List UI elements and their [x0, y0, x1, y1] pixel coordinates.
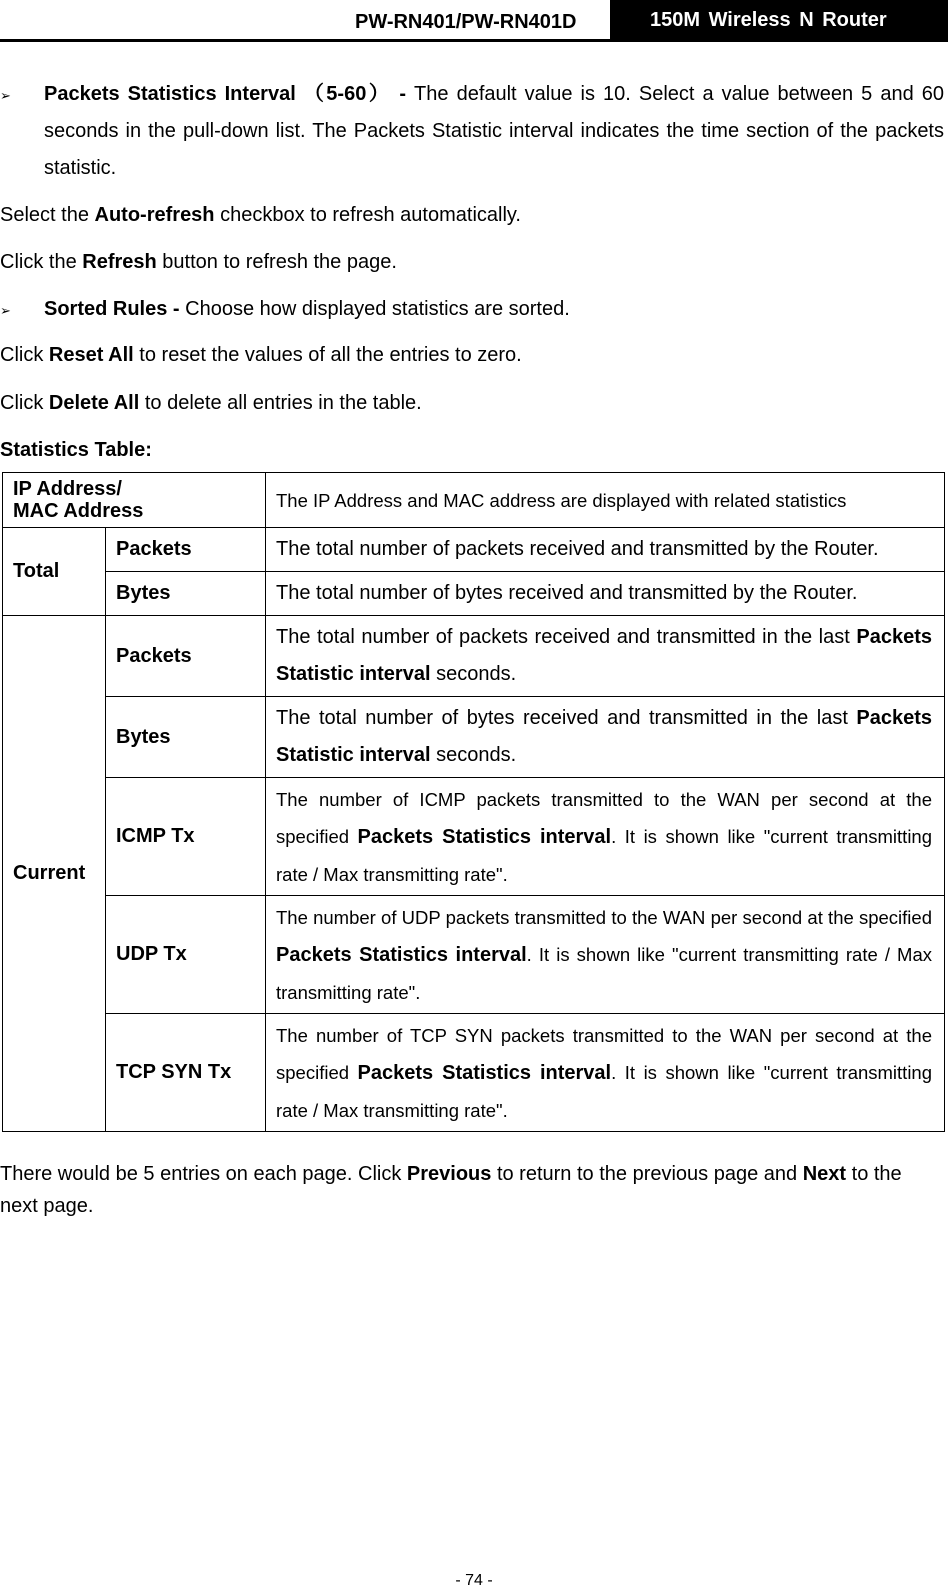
tcp-syn-tx-term: Packets Statistics interval — [357, 1061, 612, 1084]
page-number: - 74 - — [455, 1572, 493, 1589]
auto-refresh-term: Auto-refresh — [94, 204, 215, 226]
current-packets-term: Packets Statistic interval — [276, 626, 932, 685]
icmp-tx-label: ICMP Tx — [106, 778, 266, 896]
current-bytes-pre: The total number of bytes received and transmitted in the last — [276, 707, 857, 729]
table-row — [3, 572, 945, 616]
sorted-rules-term: Sorted Rules - — [44, 298, 180, 320]
total-label: Total — [3, 528, 106, 616]
entries-pre: There would be 5 entries on each page. Click — [0, 1163, 407, 1185]
udp-tx-term: Packets Statistics interval — [276, 943, 527, 966]
current-packets-post: seconds. — [430, 663, 517, 685]
reset-all-pre: Click — [0, 344, 49, 366]
reset-all-paragraph — [0, 337, 522, 374]
auto-refresh-pre: Select the — [0, 204, 95, 226]
auto-refresh-post: checkbox to refresh automatically. — [214, 204, 521, 226]
ip-address-label: IP Address/ — [13, 478, 122, 500]
icmp-tx-term: Packets Statistics interval — [357, 825, 612, 848]
entries-post: to the next page. — [0, 1163, 902, 1217]
refresh-pre: Click the — [0, 251, 83, 273]
next-term: Next — [802, 1163, 847, 1185]
mac-address-label: MAC Address — [13, 500, 144, 522]
delete-all-term: Delete All — [48, 392, 140, 414]
current-packets-pre: The total number of packets received and transmitted in the last — [276, 626, 857, 648]
delete-all-post: to delete all entries in the table. — [139, 392, 422, 414]
current-label: Current — [3, 616, 106, 1132]
reset-all-post: to reset the values of all the entries to zero. — [133, 344, 522, 366]
refresh-paragraph — [0, 244, 397, 281]
model-name: PW-RN401/PW-RN401D — [355, 11, 577, 33]
auto-refresh-paragraph — [0, 197, 521, 234]
sorted-rules-item — [44, 291, 944, 328]
icmp-tx-desc — [266, 778, 945, 896]
refresh-post: button to refresh the page. — [156, 251, 397, 273]
udp-tx-post: . It is shown like "current transmitting rate / Max transmitting rate". — [276, 943, 932, 1003]
icmp-tx-pre: The number of ICMP packets transmitted to the WAN per second at the specified — [276, 788, 932, 847]
current-bytes-label: Bytes — [106, 697, 266, 778]
packets-interval-item — [44, 76, 944, 187]
table-row — [3, 896, 945, 1014]
product-name-banner: 150M Wireless N Router — [610, 0, 948, 40]
table-row — [3, 528, 945, 572]
tcp-syn-tx-desc — [266, 1014, 945, 1132]
packets-interval-desc: The default value is 10. Select a value between 5 and 60 seconds in the pull-down list. The Packets Statistic interval indicates the time section of the packets statistic. — [44, 83, 944, 179]
statistics-table — [2, 472, 945, 1132]
ip-mac-desc: The IP Address and MAC address are displayed with related statistics — [266, 473, 945, 528]
table-row — [3, 778, 945, 896]
current-bytes-desc — [266, 697, 945, 778]
bullet-arrow-icon: ➢ — [0, 88, 11, 103]
header-rule — [0, 39, 948, 42]
table-row — [3, 697, 945, 778]
icmp-tx-post: . It is shown like "current transmitting rate / Max transmitting rate". — [276, 825, 933, 885]
total-packets-desc: The total number of packets received and transmitted by the Router. — [266, 528, 945, 572]
previous-term: Previous — [406, 1163, 492, 1185]
packets-interval-term: Packets Statistics Interval （5-60） - — [44, 83, 407, 105]
current-bytes-term: Packets Statistic interval — [276, 707, 932, 766]
table-title: Statistics Table: — [0, 439, 152, 461]
page-header — [0, 0, 948, 42]
sorted-rules-desc: Choose how displayed statistics are sorted. — [179, 298, 570, 320]
bullet-arrow-icon: ➢ — [0, 303, 11, 318]
table-row — [3, 616, 945, 697]
reset-all-term: Reset All — [48, 344, 134, 366]
udp-tx-desc — [266, 896, 945, 1014]
udp-tx-label: UDP Tx — [106, 896, 266, 1014]
tcp-syn-tx-label: TCP SYN Tx — [106, 1014, 266, 1132]
entries-mid: to return to the previous page and — [491, 1163, 803, 1185]
delete-all-pre: Click — [0, 392, 49, 414]
ip-mac-label — [3, 473, 266, 528]
refresh-term: Refresh — [82, 251, 157, 273]
table-row — [3, 1014, 945, 1132]
tcp-syn-tx-post: . It is shown like "current transmitting rate / Max transmitting rate". — [276, 1061, 933, 1121]
total-bytes-label: Bytes — [106, 572, 266, 616]
current-packets-label: Packets — [106, 616, 266, 697]
total-bytes-desc: The total number of bytes received and transmitted by the Router. — [266, 572, 945, 616]
entries-paragraph — [0, 1158, 945, 1222]
delete-all-paragraph — [0, 385, 422, 422]
udp-tx-pre: The number of UDP packets transmitted to the WAN per second at the specified — [276, 906, 932, 928]
table-row — [3, 473, 945, 528]
total-packets-label: Packets — [106, 528, 266, 572]
current-bytes-post: seconds. — [430, 744, 517, 766]
tcp-syn-tx-pre: The number of TCP SYN packets transmitted to the WAN per second at the specified — [276, 1024, 932, 1083]
current-packets-desc — [266, 616, 945, 697]
